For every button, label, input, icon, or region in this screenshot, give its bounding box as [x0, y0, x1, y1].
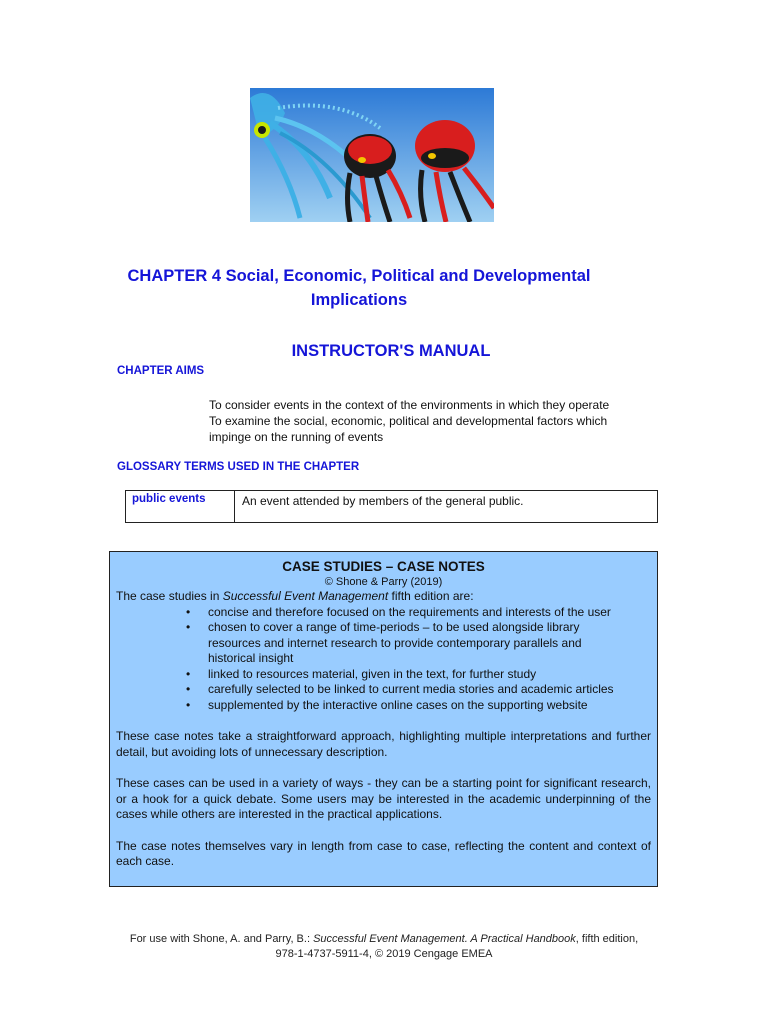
footer-suffix: , fifth edition, — [575, 933, 639, 945]
case-notes-box — [109, 551, 658, 887]
bullet-item — [116, 698, 651, 714]
case-notes-paragraph: These cases can be used in a variety of ways - they can be a starting point for significant research, or a hook for a quick debate. Some users may be interested in the academic underpinning of the cases while others are interested in the practical applications. — [116, 776, 651, 821]
chapter-aims-list — [209, 397, 659, 445]
aim-item: To examine the social, economic, political and developmental factors which impinge on the running of events — [209, 414, 608, 444]
bullet-item — [116, 620, 651, 667]
glossary-label: GLOSSARY TERMS USED IN THE CHAPTER — [117, 461, 360, 473]
hero-image — [250, 88, 494, 222]
footer-line-2: 978-1-4737-5911-4, © 2019 Cengage EMEA — [275, 948, 493, 960]
footer-book-title: Successful Event Management. A Practical Handbook — [313, 933, 576, 945]
aim-item: To consider events in the context of the environments in which they operate — [209, 398, 610, 412]
bullet-icon: • — [186, 666, 191, 681]
bullet-item — [116, 682, 651, 698]
glossary-table — [125, 490, 658, 523]
bullet-item — [116, 667, 651, 683]
case-notes-paragraph: The case notes themselves vary in length from case to case, reflecting the content and context of each case. — [116, 838, 651, 868]
intro-text-end: fifth edition are: — [388, 589, 474, 603]
footer-prefix: For use with Shone, A. and Parry, B.: — [129, 933, 314, 945]
bullet-text: linked to resources material, given in the text, for further study — [208, 666, 537, 681]
bullet-text: chosen to cover a range of time-periods – to be used alongside library resources and internet research to provide contemporary parallels and historical insight — [208, 620, 582, 665]
glossary-term: public events — [126, 491, 235, 522]
case-notes-heading: CASE STUDIES – CASE NOTES — [282, 559, 485, 574]
bullet-text: concise and therefore focused on the requirements and interests of the user — [208, 604, 611, 619]
bullet-icon: • — [186, 604, 191, 619]
intro-book-title: Successful Event Management — [222, 589, 389, 603]
octopus-kites-illustration — [250, 88, 494, 222]
manual-title: INSTRUCTOR'S MANUAL — [291, 342, 491, 360]
bullet-icon: • — [186, 682, 191, 696]
case-notes-copyright: © Shone & Parry (2019) — [324, 576, 443, 588]
bullet-icon: • — [186, 697, 191, 712]
footer-line-1 — [90, 932, 678, 947]
case-notes-intro — [116, 589, 651, 605]
bullet-icon: • — [186, 620, 191, 634]
bullet-text: supplemented by the interactive online cases on the supporting website — [208, 697, 588, 712]
bullet-text: carefully selected to be linked to current media stories and academic articles — [208, 682, 614, 696]
page-footer — [90, 932, 678, 962]
glossary-definition: An event attended by members of the general public. — [242, 494, 524, 508]
chapter-title: CHAPTER 4 Social, Economic, Political and Developmental Implications — [127, 267, 591, 309]
case-notes-paragraph: These case notes take a straightforward approach, highlighting multiple interpretations and further detail, but avoiding lots of unnecessary description. — [116, 729, 651, 759]
bullet-item — [116, 605, 651, 621]
intro-text: The case studies in — [116, 589, 223, 603]
case-notes-bullets — [116, 605, 651, 714]
chapter-aims-label: CHAPTER AIMS — [117, 365, 205, 377]
